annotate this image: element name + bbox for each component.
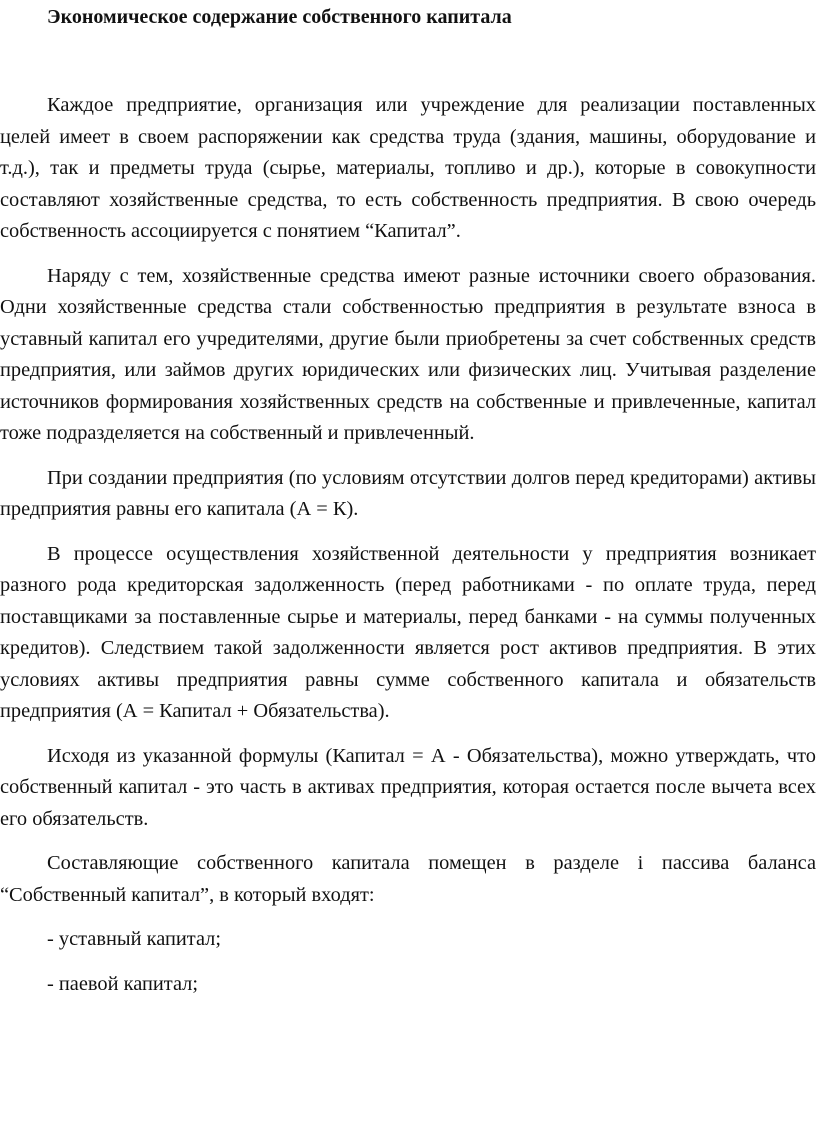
paragraph-3: При создании предприятия (по условиям отсутствии долгов перед кредиторами) активы предприятия равны его капитала (А = К). <box>0 466 816 520</box>
list-item-authorized-capital: - уставный капитал; <box>47 928 222 950</box>
paragraph-5: Исходя из указанной формулы (Капитал = А - Обязательства), можно утверждать, что собственный капитал - это часть в активах предприятия, которая остается после вычета всех его обязательств. <box>0 744 816 830</box>
list-item-share-capital: - паевой капитал; <box>47 972 199 995</box>
paragraph-6: Составляющие собственного капитала помещен в разделе і пассива баланса “Собственный капитал”, в который входят: <box>0 852 816 906</box>
document-title: Экономическое содержание собственного капитала <box>47 6 512 28</box>
paragraph-1: Каждое предприятие, организация или учреждение для реализации поставленных целей имеет в своем распоряжении как средства труда (здания, машины, оборудование и т.д.), так и предметы труда (сырье, материалы, топливо и др.), которые в совокупности составляют хозяйственные средства, то есть собственность предприятия. В свою очередь собственность ассоциируется с понятием “Капитал”. <box>0 94 816 242</box>
paragraph-2: Наряду с тем, хозяйственные средства имеют разные источники своего образования. Одни хозяйственные средства стали собственностью предприятия в результате взноса в уставный капитал его учредителями, другие были приобретены за счет собственных средств предприятия, или займов других юридических или физических лиц. Учитывая разделение источников формирования хозяйственных средств на собственные и привлеченные, капитал тоже подразделяется на собственный и привлеченный. <box>0 264 816 444</box>
document-body <box>0 90 816 1000</box>
paragraph-4: В процессе осуществления хозяйственной деятельности у предприятия возникает разного рода кредиторская задолженность (перед работниками - по оплате труда, перед поставщиками за поставленные сырье и материалы, перед банками - на суммы полученных кредитов). Следствием такой задолженности является рост активов предприятия. В этих условиях активы предприятия равны сумме собственного капитала и обязательств предприятия (А = Капитал + Обязательства). <box>0 542 816 722</box>
